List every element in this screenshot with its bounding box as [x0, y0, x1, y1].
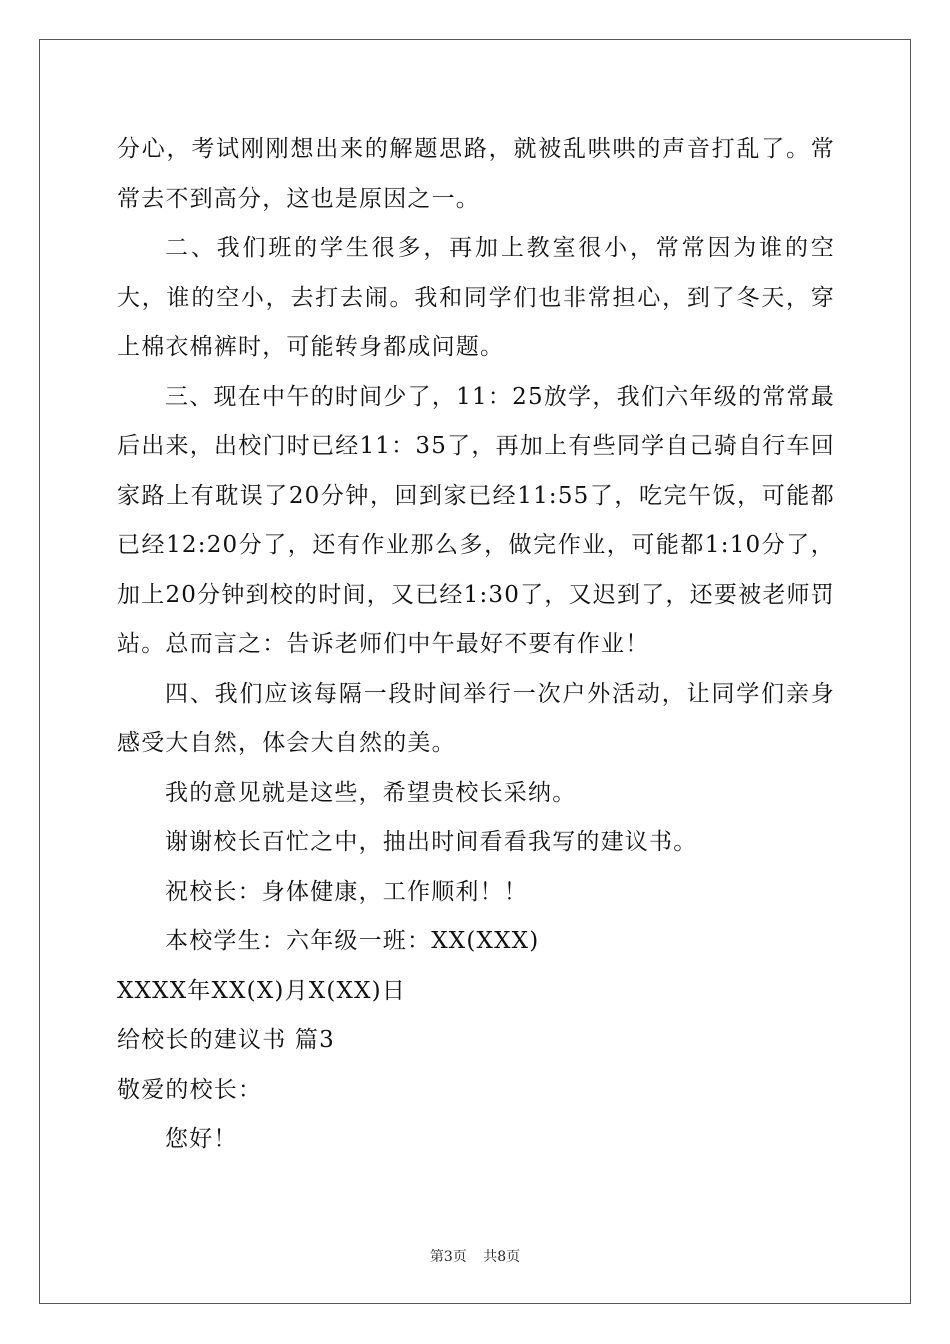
document-body — [117, 125, 835, 1165]
page-total: 共8页 — [483, 1249, 521, 1265]
closing-wish: 祝校长：身体健康，工作顺利！！ — [165, 878, 528, 905]
paragraph-3: 三、现在中午的时间少了，11：25放学，我们六年级的常常最后出来，出校门时已经11：35了，再加上有些同学自己骑自行车回家路上有耽误了20分钟，回到家已经11:55了，吃完午饭，可能都已经12:20分了，还有作业那么多，做完作业，可能都1:10分了，加上20分钟到校的时间，又已经1:30了，又迟到了，还要被老师罚站。总而言之：告诉老师们中午最好不要有作业！ — [117, 383, 835, 657]
signature: 本校学生：六年级一班：XX(XXX) — [165, 928, 540, 954]
page-number: 第3页 — [429, 1249, 467, 1265]
date-line: XXXX年XX(X)月X(XX)日 — [117, 977, 407, 1004]
paragraph-2: 二、我们班的学生很多，再加上教室很小，常常因为谁的空大，谁的空小，去打去闹。我和同学们也非常担心，到了冬天，穿上棉衣棉裤时，可能转身都成问题。 — [117, 235, 835, 360]
paragraph-4: 四、我们应该每隔一段时间举行一次户外活动，让同学们亲身感受大自然，体会大自然的美。 — [117, 680, 835, 756]
salutation: 敬爱的校长： — [117, 1076, 263, 1103]
page-footer — [0, 1247, 950, 1267]
greeting: 您好！ — [165, 1126, 238, 1152]
section-title: 给校长的建议书 篇3 — [117, 1027, 335, 1053]
paragraph-6: 谢谢校长百忙之中，抽出时间看看我写的建议书。 — [165, 829, 698, 855]
paragraph-1: 分心，考试刚刚想出来的解题思路，就被乱哄哄的声音打乱了。常常去不到高分，这也是原因之一。 — [117, 136, 835, 212]
paragraph-5: 我的意见就是这些，希望贵校长采纳。 — [165, 779, 577, 806]
